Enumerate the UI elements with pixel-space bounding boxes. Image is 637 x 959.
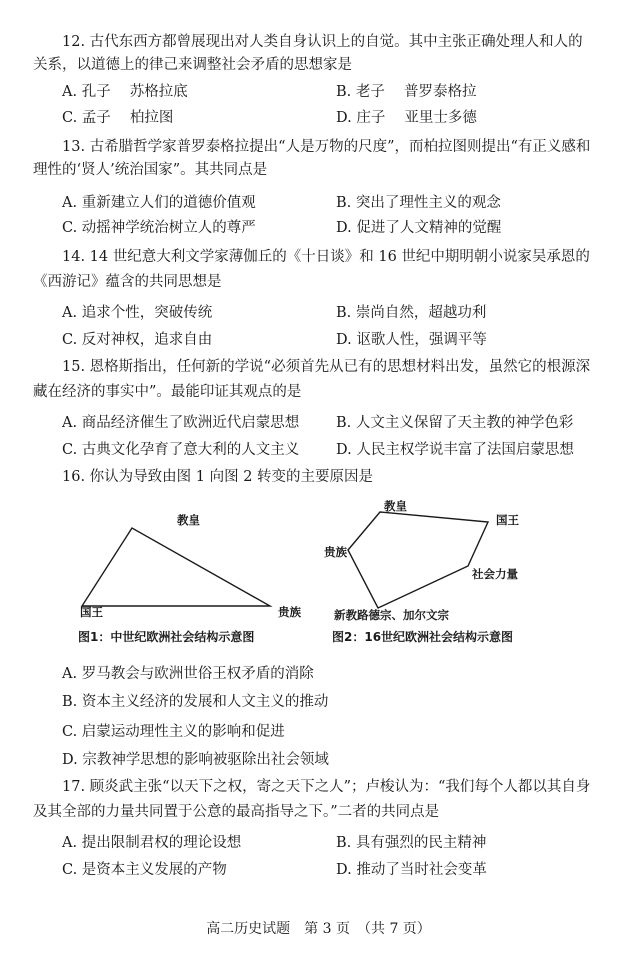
question-14-option-b: B. 崇尚自然，超越功利 (336, 305, 487, 321)
question-12-option-b: B. 老子 普罗泰格拉 (336, 84, 477, 100)
question-13-line-1: 13. 古希腊哲学家普罗泰格拉提出“人是万物的尺度”，而柏拉图则提出“有正义感和 (62, 139, 591, 155)
question-14-line-2: 《西游记》蕴含的共同思想是 (33, 274, 222, 290)
question-13-option-b: B. 突出了理性主义的观念 (336, 195, 501, 211)
question-14-option-a: A. 追求个性，突破传统 (62, 305, 213, 321)
question-14-line-1: 14. 14 世纪意大利文学家薄伽丘的《十日谈》和 16 世纪中期明朝小说家吴承恩的 (62, 249, 590, 265)
question-16-option-c: C. 启蒙运动理性主义的影响和促进 (62, 724, 285, 740)
page-footer: 高二历史试题 第 3 页 （共 7 页） (206, 921, 431, 937)
fig1-node-king: 国王 (80, 605, 103, 619)
fig1-triangle (82, 528, 270, 606)
question-17-line-1: 17. 顾炎武主张“以天下之权，寄之天下之人”；卢梭认为：“我们每个人都以其自身 (62, 779, 591, 795)
fig2-node-pope: 教皇 (384, 499, 407, 513)
question-13-option-d: D. 促进了人文精神的觉醒 (336, 220, 502, 236)
question-15-option-d: D. 人民主权学说丰富了法国启蒙思想 (336, 442, 574, 458)
question-13-line-2: 理性的‘贤人’统治国家”。其共同点是 (33, 162, 268, 178)
question-13-option-a: A. 重新建立人们的道德价值观 (62, 195, 256, 211)
question-15-line-1: 15. 恩格斯指出，任何新的学说“必须首先从已有的思想材料出发，虽然它的根源深 (62, 359, 591, 375)
question-12-line-2: 关系，以道德上的律己来调整社会矛盾的思想家是 (33, 57, 352, 73)
fig2-pentagon (348, 512, 488, 608)
fig2-node-nobles: 贵族 (324, 545, 347, 559)
question-16-option-d: D. 宗教神学思想的影响被驱除出社会领域 (62, 752, 329, 768)
fig1-node-pope: 教皇 (177, 513, 200, 527)
question-14-option-c: C. 反对神权，追求自由 (62, 332, 213, 348)
fig1-caption: 图1：中世纪欧洲社会结构示意图 (78, 630, 255, 644)
question-16-option-b: B. 资本主义经济的发展和人文主义的推动 (62, 694, 329, 710)
question-15-option-c: C. 古典文化孕育了意大利的人文主义 (62, 442, 300, 458)
fig2-node-king: 国王 (496, 513, 519, 527)
question-13-option-c: C. 动摇神学统治树立人的尊严 (62, 220, 256, 236)
question-15-option-a: A. 商品经济催生了欧洲近代启蒙思想 (62, 415, 300, 431)
question-15-option-b: B. 人文主义保留了天主教的神学色彩 (336, 415, 574, 431)
question-16-option-a: A. 罗马教会与欧洲世俗王权矛盾的消除 (62, 666, 314, 682)
question-17-option-d: D. 推动了当时社会变革 (336, 862, 487, 878)
question-12-line-1: 12. 古代东西方都曾展现出对人类自身认识上的自觉。其中主张正确处理人和人的 (62, 34, 583, 50)
fig2-node-protestant: 新教路德宗、加尔文宗 (334, 608, 449, 622)
question-16-line-1: 16. 你认为导致由图 1 向图 2 转变的主要原因是 (62, 469, 374, 485)
question-17-option-a: A. 提出限制君权的理论设想 (62, 835, 242, 851)
question-17-option-b: B. 具有强烈的民主精神 (336, 835, 487, 851)
question-12-option-d: D. 庄子 亚里士多德 (336, 110, 477, 126)
question-14-option-d: D. 讴歌人性，强调平等 (336, 332, 487, 348)
fig2-node-social-force: 社会力量 (472, 567, 518, 581)
fig1-node-nobles: 贵族 (278, 605, 301, 619)
question-12-option-c: C. 孟子 柏拉图 (62, 110, 174, 126)
question-17-option-c: C. 是资本主义发展的产物 (62, 862, 227, 878)
question-15-line-2: 藏在经济的事实中”。最能印证其观点的是 (33, 384, 302, 400)
question-12-option-a: A. 孔子 苏格拉底 (62, 84, 188, 100)
structure-figure (70, 500, 590, 650)
question-17-line-2: 及其全部的力量共同置于公意的最高指导之下。”二者的共同点是 (33, 804, 440, 820)
fig2-caption: 图2：16世纪欧洲社会结构示意图 (332, 630, 514, 644)
